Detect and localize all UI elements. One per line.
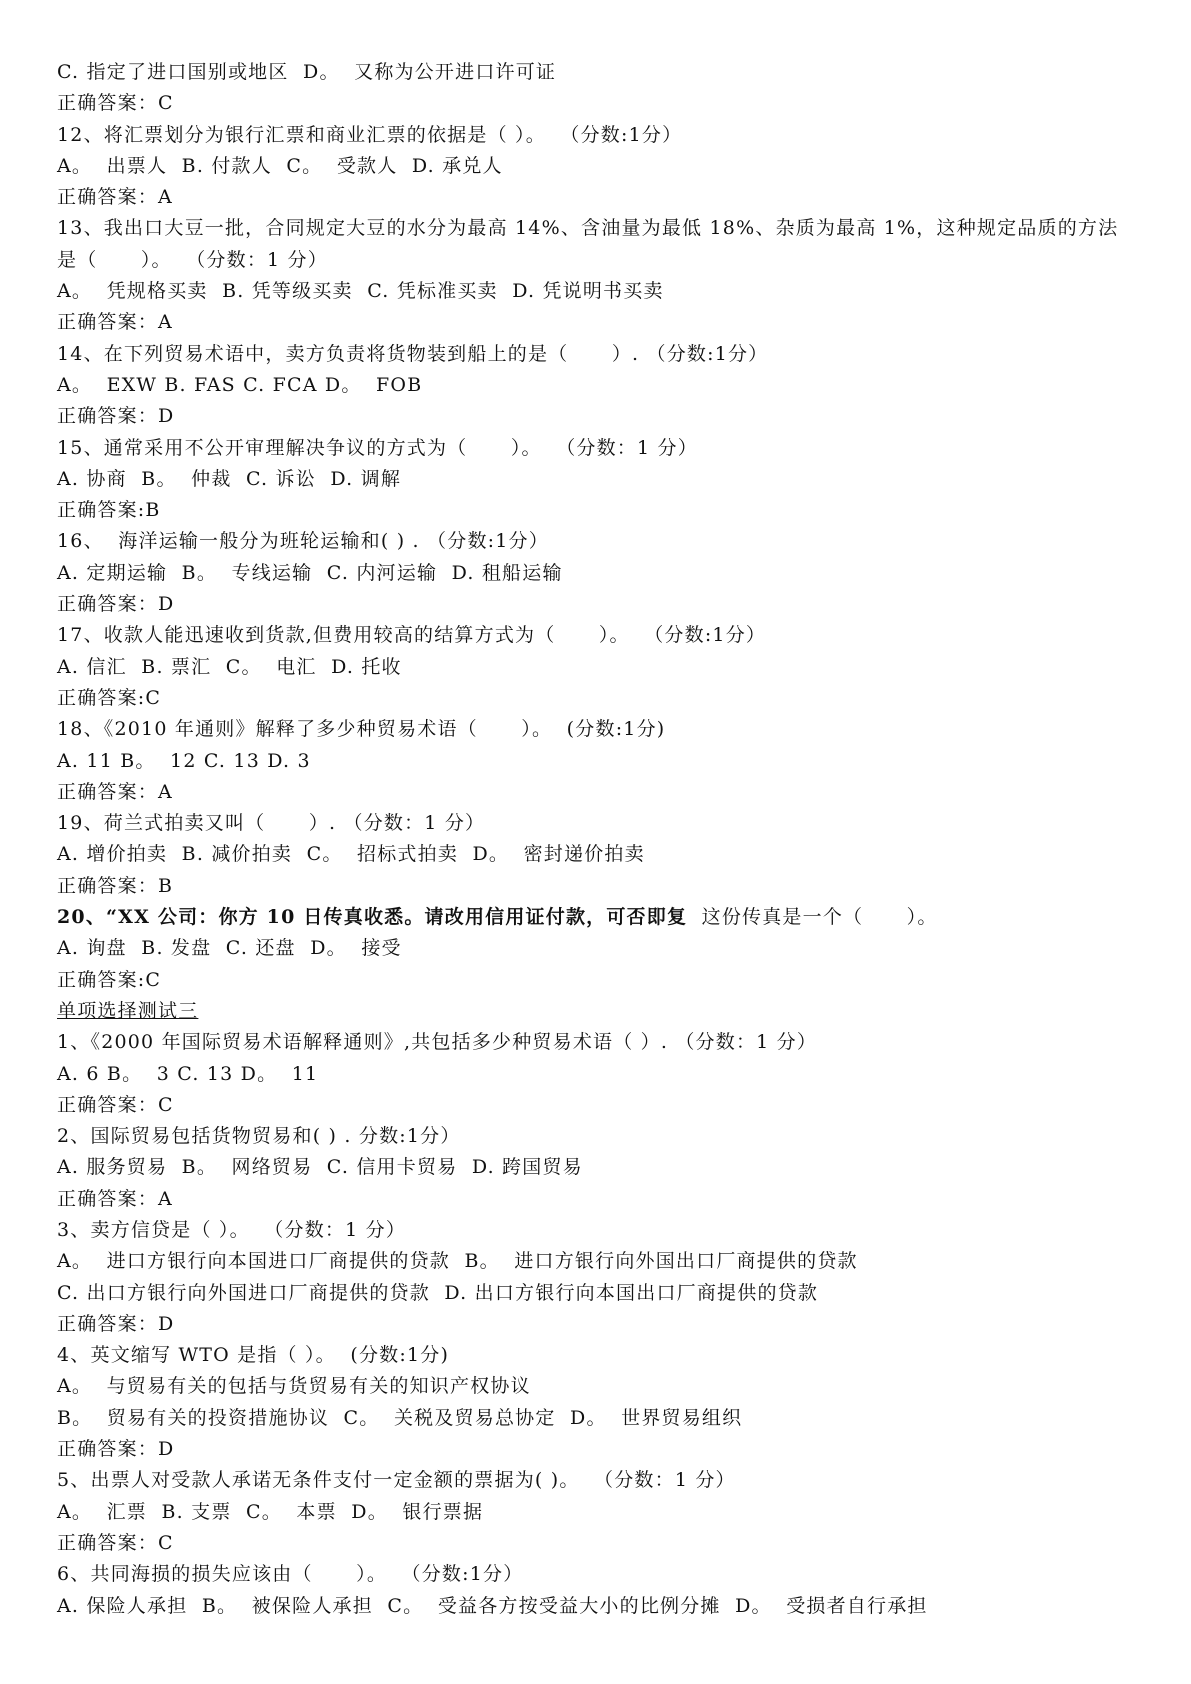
option-line: A. 信汇 B. 票汇 C。 电汇 D. 托收 <box>57 655 402 678</box>
option-line: A。 与贸易有关的包括与货贸易有关的知识产权协议 <box>57 1375 531 1398</box>
answer-line: 正确答案：A <box>57 780 173 803</box>
question-19: 19、荷兰式拍卖又叫（ ）. （分数：1 分） <box>57 812 486 835</box>
question-3: 3、卖方信贷是（ ）。 （分数：1 分） <box>57 1218 407 1241</box>
answer-line: 正确答案：D <box>57 405 175 428</box>
question-13-continued: 是（ ）。 （分数：1 分） <box>57 248 328 271</box>
question-15: 15、通常采用不公开审理解决争议的方式为（ ）。 （分数：1 分） <box>57 436 698 459</box>
option-line: A. 服务贸易 B。 网络贸易 C. 信用卡贸易 D. 跨国贸易 <box>57 1156 583 1179</box>
option-line: A。 出票人 B. 付款人 C。 受款人 D. 承兑人 <box>57 154 503 177</box>
option-line: A. 协商 B。 仲裁 C. 诉讼 D. 调解 <box>57 467 402 490</box>
question-2: 2、国际贸易包括货物贸易和( ) . 分数:1分） <box>57 1125 461 1148</box>
option-line: A. 11 B。 12 C. 13 D. 3 <box>57 749 311 772</box>
answer-line: 正确答案：A <box>57 1187 173 1210</box>
option-line: C. 指定了进口国别或地区 D。 又称为公开进口许可证 <box>57 61 557 83</box>
answer-line: 正确答案：C <box>57 92 174 115</box>
option-line: A. 6 B。 3 C. 13 D。 11 <box>57 1062 319 1085</box>
option-line: A。 进口方银行向本国进口厂商提供的贷款 B。 进口方银行向外国出口厂商提供的贷款 <box>57 1250 858 1273</box>
question-14: 14、在下列贸易术语中，卖方负责将货物装到船上的是（ ）. （分数:1分） <box>57 342 769 365</box>
option-line: A。 汇票 B. 支票 C。 本票 D。 银行票据 <box>57 1500 484 1523</box>
question-20-tail: 这份传真是一个（ ）。 <box>687 906 938 929</box>
option-line: A. 询盘 B. 发盘 C. 还盘 D。 接受 <box>57 937 402 960</box>
section-heading: 单项选择测试三 <box>57 999 199 1022</box>
answer-line: 正确答案：C <box>57 1093 174 1116</box>
question-17: 17、收款人能迅速收到货款,但费用较高的结算方式为（ ）。 （分数:1分） <box>57 624 767 647</box>
document-page <box>57 57 1147 1622</box>
answer-line: 正确答案：D <box>57 593 175 616</box>
option-line: A。 EXW B. FAS C. FCA D。 FOB <box>57 373 423 396</box>
question-6: 6、共同海损的损失应该由（ ）。 （分数:1分） <box>57 1563 524 1586</box>
question-13: 13、我出口大豆一批，合同规定大豆的水分为最高 14%、含油量为最低 18%、杂质为最高 1%，这种规定品质的方法 <box>57 217 1119 240</box>
question-1: 1、《2000 年国际贸易术语解释通则》,共包括多少种贸易术语（ ）. （分数：1 分） <box>57 1031 818 1054</box>
answer-line: 正确答案:C <box>57 968 162 991</box>
question-18: 18、《2010 年通则》解释了多少种贸易术语（ ）。 (分数:1分) <box>57 718 666 741</box>
option-line: A. 定期运输 B。 专线运输 C. 内河运输 D. 租船运输 <box>57 561 563 584</box>
question-16: 16、 海洋运输一般分为班轮运输和( ) . （分数:1分） <box>57 530 549 553</box>
answer-line: 正确答案：A <box>57 186 173 209</box>
answer-line: 正确答案：C <box>57 1531 174 1554</box>
answer-line: 正确答案：D <box>57 1438 175 1461</box>
question-12: 12、将汇票划分为银行汇票和商业汇票的依据是（ ）。 （分数:1分） <box>57 123 683 146</box>
option-line: A. 增价拍卖 B. 减价拍卖 C。 招标式拍卖 D。 密封递价拍卖 <box>57 843 645 866</box>
option-line: B。 贸易有关的投资措施协议 C。 关税及贸易总协定 D。 世界贸易组织 <box>57 1406 743 1429</box>
question-4: 4、英文缩写 WTO 是指（ ）。 (分数:1分) <box>57 1344 450 1367</box>
answer-line: 正确答案：A <box>57 311 173 334</box>
question-20-quote: 20、“XX 公司：你方 10 日传真收悉。请改用信用证付款，可否即复 <box>57 906 688 929</box>
answer-line: 正确答案:C <box>57 686 162 709</box>
answer-line: 正确答案:B <box>57 499 161 522</box>
option-line: A。 凭规格买卖 B. 凭等级买卖 C. 凭标准买卖 D. 凭说明书买卖 <box>57 280 664 303</box>
answer-line: 正确答案：D <box>57 1312 175 1335</box>
question-20 <box>57 902 1147 933</box>
option-line: A. 保险人承担 B。 被保险人承担 C。 受益各方按受益大小的比例分摊 D。 受损者自行承担 <box>57 1594 928 1617</box>
option-line: C. 出口方银行向外国进口厂商提供的贷款 D. 出口方银行向本国出口厂商提供的贷款 <box>57 1281 819 1304</box>
answer-line: 正确答案：B <box>57 874 174 897</box>
question-5: 5、出票人对受款人承诺无条件支付一定金额的票据为( )。 （分数：1 分） <box>57 1469 736 1492</box>
